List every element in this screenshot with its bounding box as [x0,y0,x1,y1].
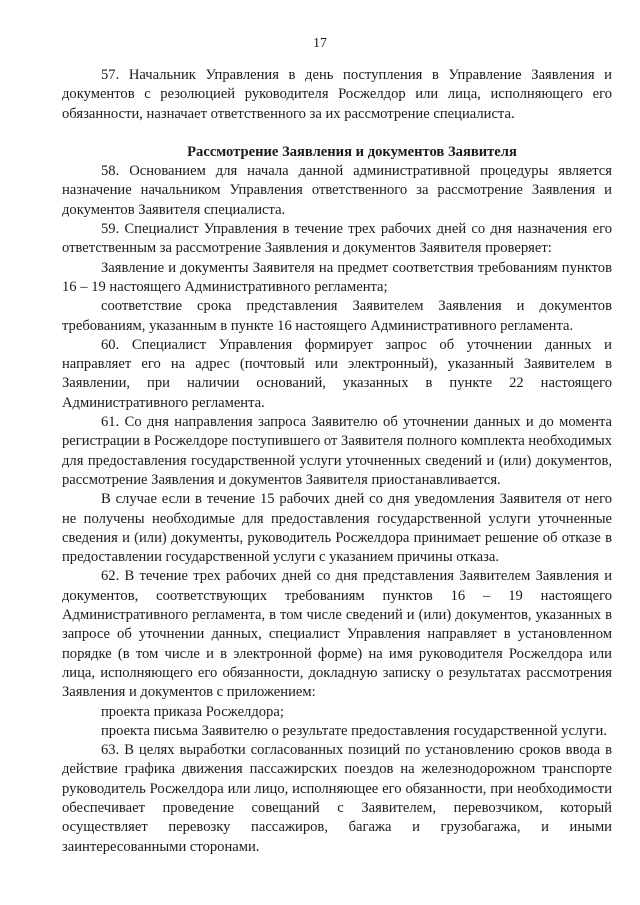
paragraph-57: 57. Начальник Управления в день поступления в Управление Заявления и документов с резолюцией руководителя Росжелдор или лица, исполняющего его обязанности, назначает ответственного за их рассмотрение специалиста. [62,67,612,122]
page-number: 17 [313,36,327,51]
paragraph-62-item-2: проекта письма Заявителю о результате предоставления государственной услуги. [101,722,607,739]
paragraph-60: 60. Специалист Управления формирует запрос об уточнении данных и направляет его на адрес (почтовый или электронный), указанный Заявителем в Заявлении, при наличии оснований, указанных в пункте 22 настоящего Административного регламента. [62,336,612,411]
paragraph-63: 63. В целях выработки согласованных позиций по установлению сроков ввода в действие графика движения пассажирских поездов на железнодорожном транспорте руководитель Росжелдора или лицо, исполняющее его обязанности, при необходимости обеспечивает проведение совещаний с Заявителем, перевозчиком, который осуществляет перевозку пассажиров, багажа и грузобагажа, и иными заинтересованными сторонами. [62,742,612,855]
document-body [62,66,612,857]
paragraph-61-continuation: В случае если в течение 15 рабочих дней со дня уведомления Заявителя от него не получены необходимые для предоставления государственной услуги уточненные сведения и (или) документы, руководитель Росжелдора принимает решение об отказе в предоставлении государственной услуги с указанием причины отказа. [62,491,612,566]
paragraph-61: 61. Со дня направления запроса Заявителю об уточнении данных и до момента регистрации в Росжелдоре поступившего от Заявителя полного комплекта необходимых для предоставления государственной услуги уточненных сведений и (или) документов, рассмотрение Заявления и документов Заявителя приостанавливается. [62,414,613,488]
paragraph-59-item-2: соответствие срока представления Заявителем Заявления и документов требованиям, указанным в пункте 16 настоящего Административного регламента. [62,298,612,334]
paragraph-62: 62. В течение трех рабочих дней со дня представления Заявителем Заявления и документов, соответствующих требованиям пунктов 16 – 19 настоящего Административного регламента, в том числе сведений и (или) документов, указанных в запросе об уточнении данных, специалист Управления направляет в установленном порядке (в том числе и в электронной форме) на имя руководителя Росжелдора или лица, исполняющего его обязанности, докладную записку о результатах рассмотрения Заявления и документов с приложением: [62,568,612,701]
section-heading: Рассмотрение Заявления и документов Заявителя [187,143,517,160]
paragraph-59-item-1: Заявление и документы Заявителя на предмет соответствия требованиям пунктов 16 – 19 настоящего Административного регламента; [62,259,612,295]
paragraph-58: 58. Основанием для начала данной административной процедуры является назначение начальником Управления ответственного за рассмотрение Заявления и документов Заявителя специалиста. [62,163,612,218]
paragraph-59: 59. Специалист Управления в течение трех рабочих дней со дня назначения его ответственным за рассмотрение Заявления и документов Заявителя проверяет: [62,221,612,257]
paragraph-62-item-1: проекта приказа Росжелдора; [101,703,284,720]
